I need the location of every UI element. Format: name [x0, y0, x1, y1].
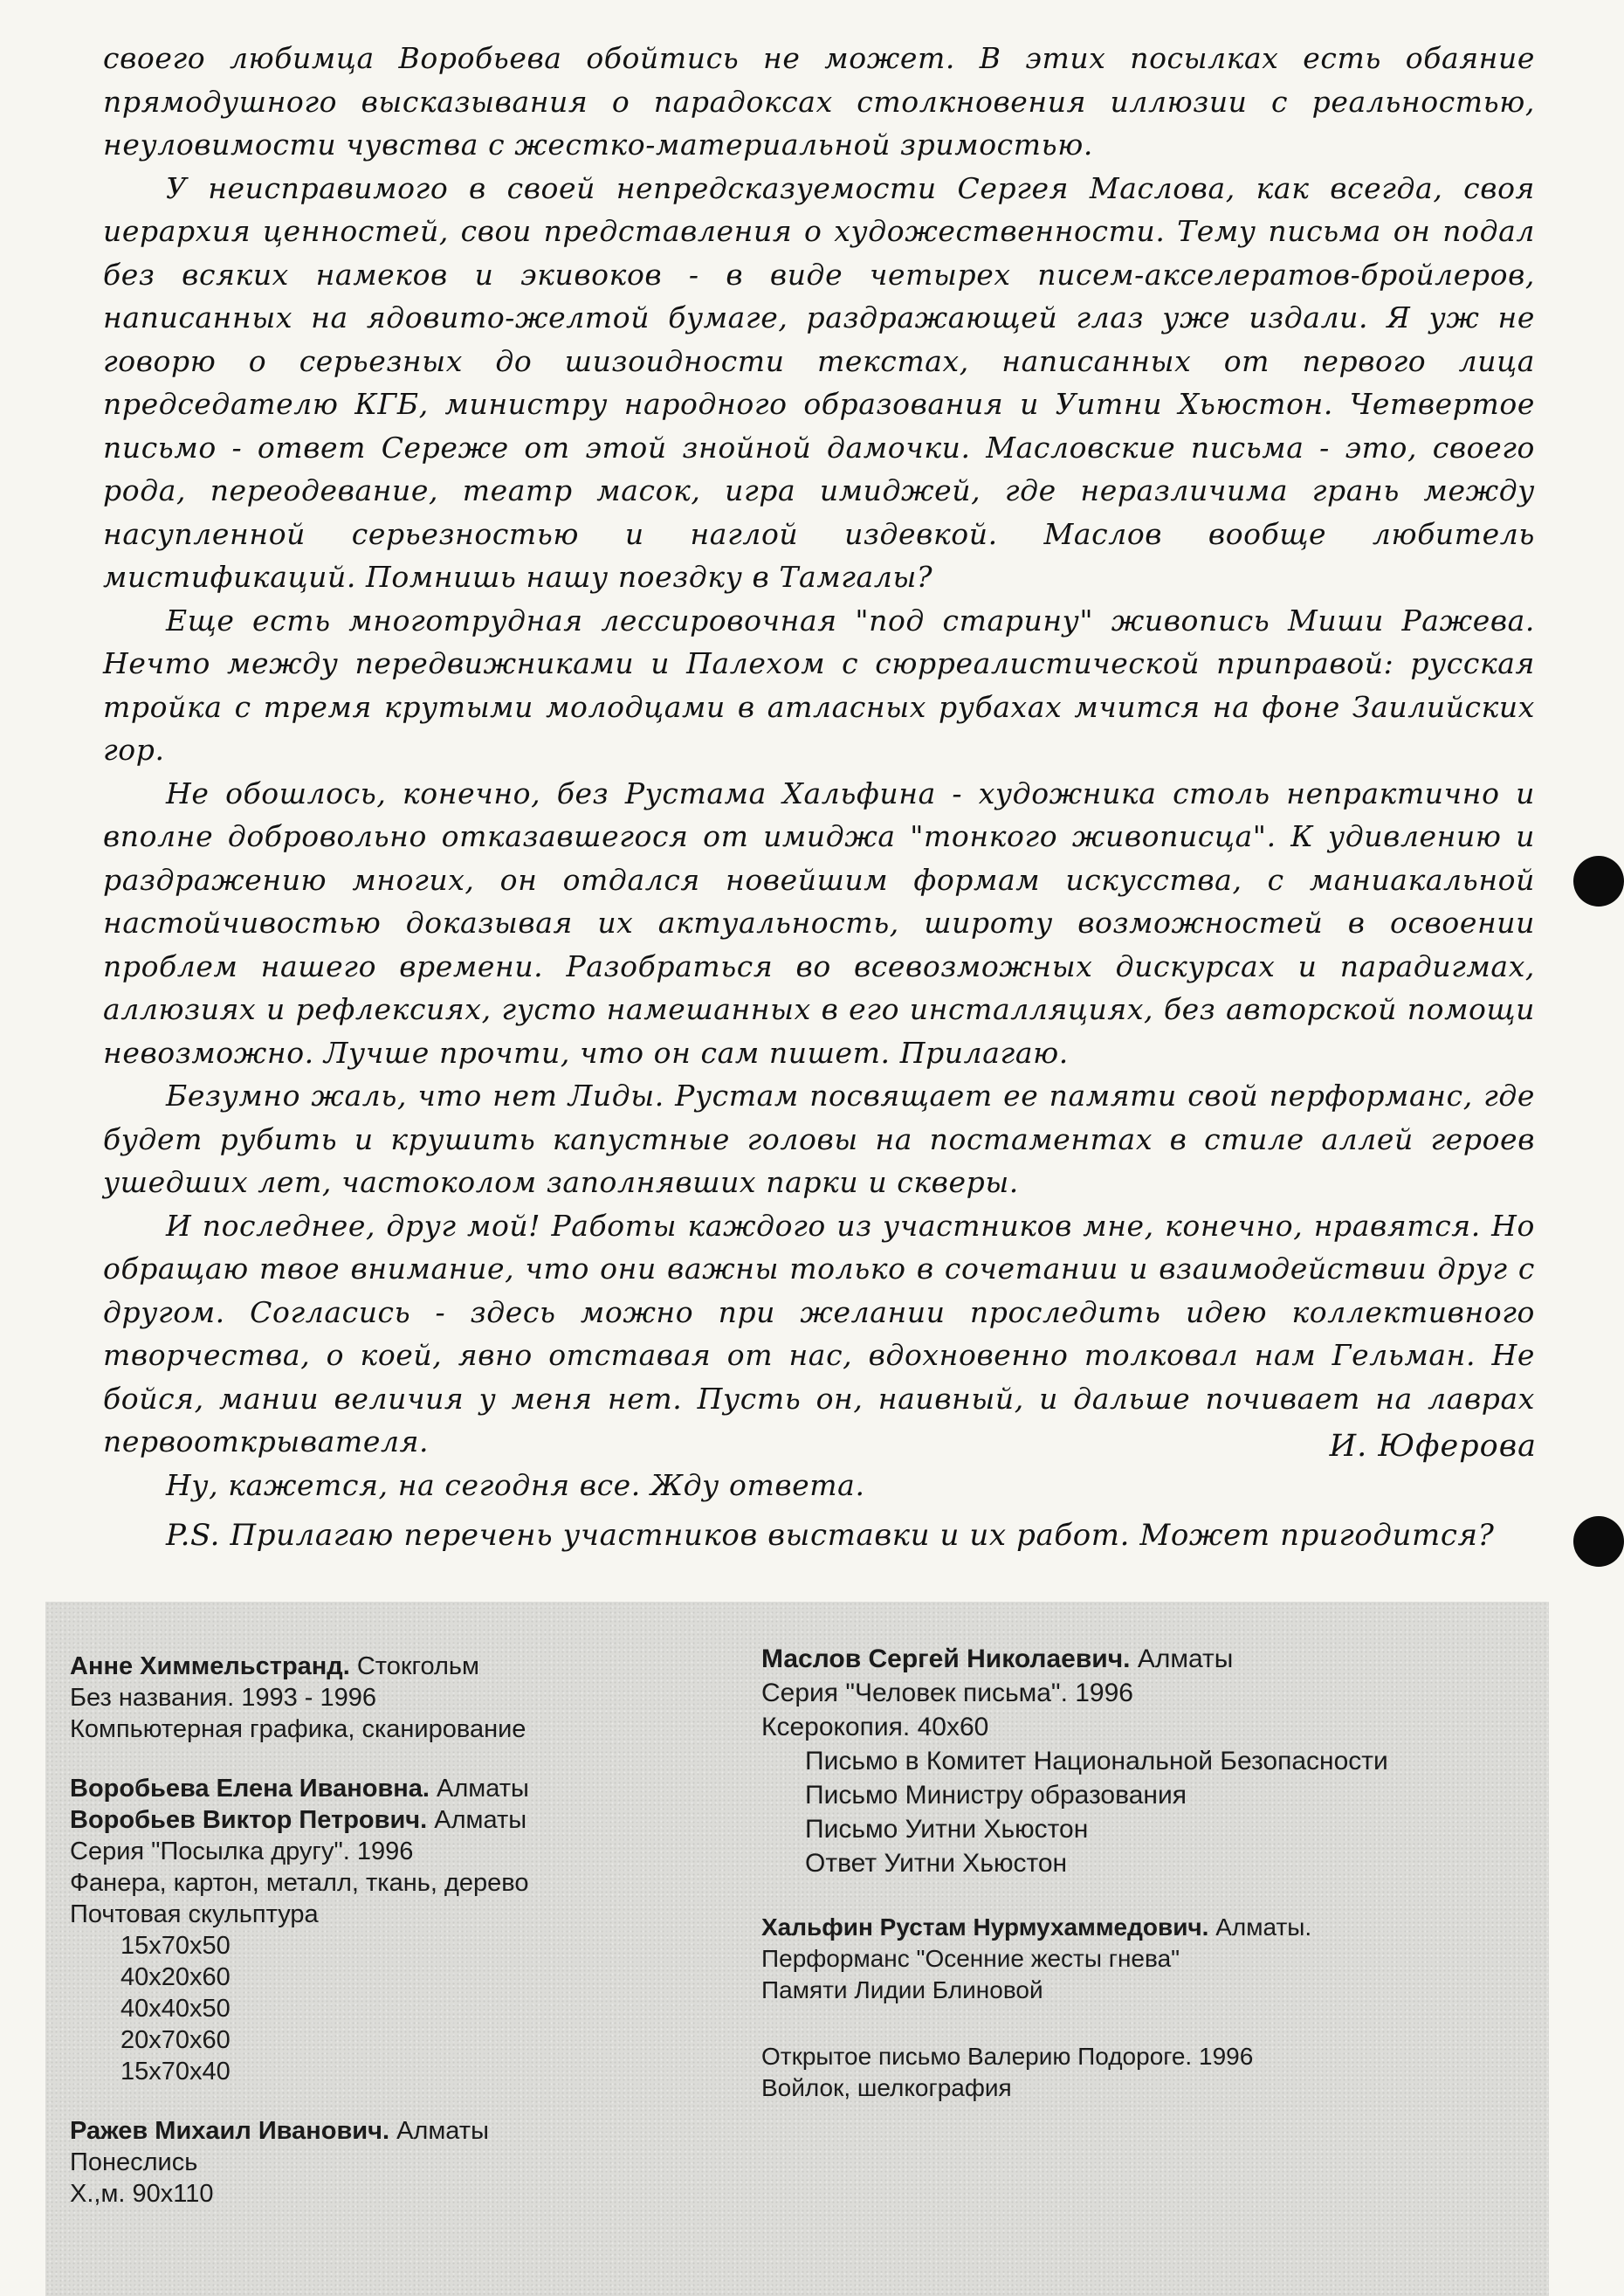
catalogue-entry-himmelstrand — [70, 1651, 751, 1745]
spacer — [761, 2006, 1538, 2041]
work-medium: Компьютерная графика, сканирование — [70, 1715, 526, 1743]
artist-name: Воробьева Елена Ивановна. — [70, 1775, 430, 1803]
artist-name: Маслов Сергей Николаевич. — [761, 1644, 1131, 1673]
work-series: Серия "Посылка другу". 1996 — [70, 1837, 414, 1865]
letter-postscript: P.S. Прилагаю перечень участников выставки и их работ. Может пригодится? — [166, 1518, 1495, 1553]
letter-paragraph: Ну, кажется, на сегодня все. Жду ответа. — [166, 1467, 865, 1502]
letter-paragraph: У неисправимого в своей непредсказуемости Сергея Маслова, как всегда, своя иерархия ценностей, свои представления о художественности. Тему письма он подал без всяких намеков и экивоков - в виде четырех писем-акселератов-бройлеров, написанных на ядовито-желтой бумаге, раздражающей глаз уже издали. Я уж не говорю о серьезных до шизоидности текстах, написанных от первого лица председателю КГБ, министру народного образования и Уитни Хьюстон. Четвертое письмо - ответ Сереже от этой знойной дамочки. Масловские письма - это, своего рода, переодевание, театр масок, игра имиджей, где неразличима грань между насупленной серьезностью и наглой издевкой. Маслов вообще любитель мистификаций. Помнишь нашу поездку в Тамгалы? — [103, 170, 1535, 594]
work-letter-title: Письмо в Комитет Национальной Безопасности — [805, 1747, 1388, 1775]
work-genre: Почтовая скульптура — [70, 1900, 319, 1928]
letter-signature: И. Юферова — [1329, 1429, 1537, 1464]
catalogue-column-right — [761, 1642, 1538, 2125]
artist-name: Ражев Михаил Иванович. — [70, 2117, 390, 2145]
work-medium: Войлок, шелкография — [761, 2074, 1012, 2101]
work-title: Понеслись — [70, 2148, 198, 2176]
catalogue-entry-razhev — [70, 2115, 751, 2210]
work-performance: Перформанс "Осенние жесты гнева" — [761, 1945, 1180, 1972]
work-size: 15x70x40 — [120, 2058, 231, 2086]
work-letter-title: Письмо Министру образования — [805, 1781, 1187, 1810]
handwritten-letter — [103, 37, 1535, 1507]
letter-paragraph: Не обошлось, конечно, без Рустама Хальфина - художника столь непрактично и вполне добровольно отказавшегося от имиджа "тонкого живописца". К удивлению и раздражению многих, он отдался новейшим формам искусства, с маниакальной настойчивостью доказывая их актуальность, широту возможностей в освоении проблем нашего времени. Разобраться во всевозможных дискурсах и парадигмах, аллюзиях и рефлексиях, густо намешанных в его инсталляциях, без авторской помощи невозможно. Лучше прочти, что он сам пишет. Прилагаю. — [103, 776, 1535, 1070]
artist-city: Алматы — [389, 2117, 489, 2145]
artist-name: Воробьев Виктор Петрович. — [70, 1806, 428, 1834]
work-size: 40x40x50 — [120, 1995, 231, 2023]
work-size: 40x20x60 — [120, 1963, 231, 1991]
work-title: Открытое письмо Валерию Подороге. 1996 — [761, 2043, 1254, 2070]
work-medium: Х.,м. 90x110 — [70, 2180, 214, 2208]
letter-paragraph: своего любимца Воробьева обойтись не может. В этих посылках есть обаяние прямодушного высказывания о парадоксах столкновения иллюзии с реальностью, неуловимости чувства с жестко-материальной зримостью. — [103, 41, 1535, 162]
artist-city: Алматы — [429, 1775, 529, 1803]
work-size: 15x70x50 — [120, 1932, 231, 1960]
work-letter-title: Ответ Уитни Хьюстон — [805, 1849, 1068, 1878]
punch-hole-icon — [1573, 856, 1624, 907]
catalogue-column-left — [70, 1651, 751, 2230]
letter-paragraph: И последнее, друг мой! Работы каждого из участников мне, конечно, нравятся. Но обращаю твое внимание, что они важны только в сочетании и взаимодействии друг с другом. Согласись - здесь можно при желании проследить идею коллективного творчества, о коей, явно отставая от нас, вдохновенно толковал нам Гельман. Не бойся, мании величия у меня нет. Пусть он, наивный, и дальше почивает на лаврах первооткрывателя. — [103, 1208, 1535, 1458]
artist-city: Алматы — [427, 1806, 527, 1834]
work-series: Серия "Человек письма". 1996 — [761, 1679, 1133, 1707]
work-size: 20x70x60 — [120, 2026, 231, 2054]
artist-city: Стокгольм — [349, 1652, 479, 1680]
work-dedication: Памяти Лидии Блиновой — [761, 1976, 1043, 2003]
catalogue-entry-maslov — [761, 1642, 1538, 1880]
work-medium: Ксерокопия. 40x60 — [761, 1713, 989, 1741]
letter-paragraph: Безумно жаль, что нет Лиды. Рустам посвящает ее памяти свой перформанс, где будет рубить и крушить капустные головы на постаментах в стиле аллей героев ушедших лет, частоколом заполнявших парки и скверы. — [103, 1079, 1535, 1199]
artist-city: Алматы — [1130, 1644, 1234, 1673]
work-letter-title: Письмо Уитни Хьюстон — [805, 1815, 1089, 1844]
catalogue-entry-vorobyovs — [70, 1773, 751, 2087]
work-title: Без названия. 1993 - 1996 — [70, 1684, 377, 1712]
artist-name: Хальфин Рустам Нурмухаммедович. — [761, 1913, 1209, 1941]
catalogue-entry-khalfin — [761, 1912, 1538, 2104]
artist-name: Анне Химмельстранд. — [70, 1652, 350, 1680]
punch-hole-icon — [1573, 1516, 1624, 1567]
exhibition-catalogue — [45, 1602, 1549, 2296]
letter-paragraph: Еще есть многотрудная лессировочная "под старину" живопись Миши Ражева. Нечто между передвижниками и Палехом с сюрреалистической приправой: русская тройка с тремя крутыми молодцами в атласных рубахах мчится на фоне Заилийских гор. — [103, 603, 1535, 767]
artist-city: Алматы. — [1208, 1913, 1312, 1941]
work-materials: Фанера, картон, металл, ткань, дерево — [70, 1869, 529, 1897]
